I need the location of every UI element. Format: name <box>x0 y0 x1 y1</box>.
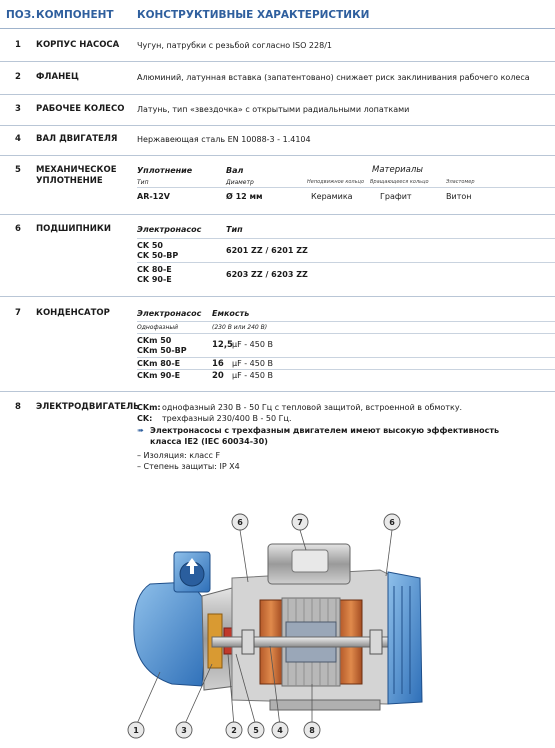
protection-degree: – Степень защиты: IP X4 <box>137 462 240 471</box>
capacitor-value: 12,5 <box>212 340 233 350</box>
callout-label: 7 <box>297 518 303 527</box>
bearing-pump: CK 50 <box>137 241 163 250</box>
seal-sub-divider <box>137 187 555 188</box>
row-number: 4 <box>15 134 21 144</box>
pump-cutaway-svg <box>120 504 440 748</box>
seal-type-value: AR-12V <box>137 192 170 201</box>
row-number: 7 <box>15 308 21 318</box>
bearing-type: 6203 ZZ / 6203 ZZ <box>226 270 308 279</box>
ck-text: трехфазный 230/400 В - 50 Гц. <box>162 414 292 423</box>
ckm-label: CKm: <box>137 403 161 412</box>
capacitor-sub-divider <box>137 333 555 334</box>
type-col-label: Тип <box>226 225 243 234</box>
ck-label: CK: <box>137 414 153 423</box>
elastomer-sub-label: Эластомер <box>446 179 475 185</box>
fixed-ring-sub-label: Неподвижное кольцо <box>307 179 364 185</box>
callout-label: 8 <box>309 726 315 735</box>
arrow-icon: ➠ <box>137 426 144 435</box>
capacitor-sub-divider <box>137 357 555 358</box>
row-bearings <box>0 224 555 290</box>
fan-cover <box>388 572 422 704</box>
bearings-sub-divider <box>137 238 555 239</box>
row-number: 6 <box>15 224 21 234</box>
capacitor-shape <box>292 550 328 572</box>
bearing-pump: CK 90-E <box>137 275 172 284</box>
capacitor-pump: CKm 80-E <box>137 359 181 368</box>
callout-label: 4 <box>277 726 283 735</box>
row-number: 8 <box>15 402 21 412</box>
elastomer-value: Витон <box>446 192 472 201</box>
pump-col-label: Электронасос <box>137 309 202 318</box>
rotating-ring-sub-label: Вращающееся кольцо <box>370 179 429 185</box>
shaft-col-label: Вал <box>226 166 244 175</box>
row-component: РАБОЧЕЕ КОЛЕСО <box>36 104 125 114</box>
efficiency-note-line2: класса IE2 (IEC 60034-30) <box>150 437 268 446</box>
ckm-text: однофазный 230 В - 50 Гц с тепловой защитой, встроенной в обмотку. <box>162 403 463 412</box>
row-divider <box>0 155 555 156</box>
bearing-pump: CK 50-BP <box>137 251 179 260</box>
capacitor-pump: CKm 50-BP <box>137 346 187 355</box>
header-pos: ПОЗ. <box>6 9 36 21</box>
voltage-sub-label: (230 В или 240 В) <box>212 324 268 331</box>
capacitor-value: 16 <box>212 359 224 369</box>
row-divider <box>0 391 555 392</box>
shaft-diameter-value: Ø 12 мм <box>226 192 263 201</box>
row-component-line2: УПЛОТНЕНИЕ <box>36 176 103 186</box>
capacitor-unit: μF - 450 В <box>232 371 273 380</box>
row-number: 3 <box>15 104 21 114</box>
type-sub-label: Тип <box>137 179 149 186</box>
callout-label: 6 <box>389 518 395 527</box>
materials-col-label: Материалы <box>372 165 423 175</box>
bearing-type: 6201 ZZ / 6201 ZZ <box>226 246 308 255</box>
efficiency-note-line1: Электронасосы с трехфазным двигателем имеют высокую эффективность <box>150 426 500 435</box>
pump-base <box>270 700 380 710</box>
row-description: Алюминий, латунная вставка (запатентовано) снижает риск заклинивания рабочего колеса <box>137 73 530 82</box>
row-divider <box>0 61 555 62</box>
bearing-rear <box>370 630 382 654</box>
capacitor-unit: μF - 450 В <box>232 359 273 368</box>
row-divider <box>0 296 555 297</box>
row-divider <box>0 125 555 126</box>
callout-label: 1 <box>133 726 139 735</box>
callout-label: 6 <box>237 518 243 527</box>
capacitor-pump: CKm 90-E <box>137 371 181 380</box>
row-component: КОРПУС НАСОСА <box>36 40 120 50</box>
row-divider <box>0 214 555 215</box>
header-characteristics: КОНСТРУКТИВНЫЕ ХАРАКТЕРИСТИКИ <box>137 9 370 21</box>
rotating-ring-value: Графит <box>380 192 412 201</box>
row-component: КОНДЕНСАТОР <box>36 308 110 318</box>
callout-label: 5 <box>253 726 259 735</box>
row-capacitor <box>0 308 555 390</box>
callout-label: 2 <box>231 726 237 735</box>
header-divider <box>0 28 555 29</box>
seal-col-label: Уплотнение <box>137 166 193 175</box>
row-component: ПОДШИПНИКИ <box>36 224 111 234</box>
bearings-sub-divider <box>137 262 555 263</box>
callout-label: 3 <box>181 726 187 735</box>
capacity-col-label: Емкость <box>212 309 250 318</box>
capacitor-sub-divider <box>137 369 555 370</box>
row-number: 5 <box>15 165 21 175</box>
row-component: ЭЛЕКТРОДВИГАТЕЛЬ <box>36 402 140 412</box>
header-component: КОМПОНЕНТ <box>36 9 114 21</box>
bearing-front <box>242 630 254 654</box>
single-phase-sub-label: Однофазный <box>137 324 179 331</box>
insulation-class: – Изоляция: класс F <box>137 451 221 460</box>
diameter-sub-label: Диаметр <box>226 179 254 186</box>
row-component-line1: МЕХАНИЧЕСКОЕ <box>36 165 117 175</box>
row-description: Латунь, тип «звездочка» с открытыми радиальными лопатками <box>137 105 410 114</box>
row-component: ФЛАНЕЦ <box>36 72 79 82</box>
row-electric-motor <box>0 402 555 478</box>
bearing-pump: CK 80-E <box>137 265 172 274</box>
row-mechanical-seal <box>0 165 555 213</box>
capacitor-pump: CKm 50 <box>137 336 172 345</box>
capacitor-value: 20 <box>212 371 224 381</box>
fixed-ring-value: Керамика <box>311 192 353 201</box>
row-number: 2 <box>15 72 21 82</box>
row-component: ВАЛ ДВИГАТЕЛЯ <box>36 134 118 144</box>
row-description: Чугун, патрубки с резьбой согласно ISO 228/1 <box>137 41 332 50</box>
row-description: Нержавеющая сталь EN 10088-3 - 1.4104 <box>137 135 311 144</box>
row-number: 1 <box>15 40 21 50</box>
pump-col-label: Электронасос <box>137 225 202 234</box>
row-divider <box>0 94 555 95</box>
capacitor-unit: μF - 450 В <box>232 340 273 349</box>
pump-body-shape <box>134 582 208 686</box>
table-header <box>0 9 555 25</box>
capacitor-sub-divider <box>137 321 555 322</box>
pump-cutaway-illustration <box>120 504 440 748</box>
